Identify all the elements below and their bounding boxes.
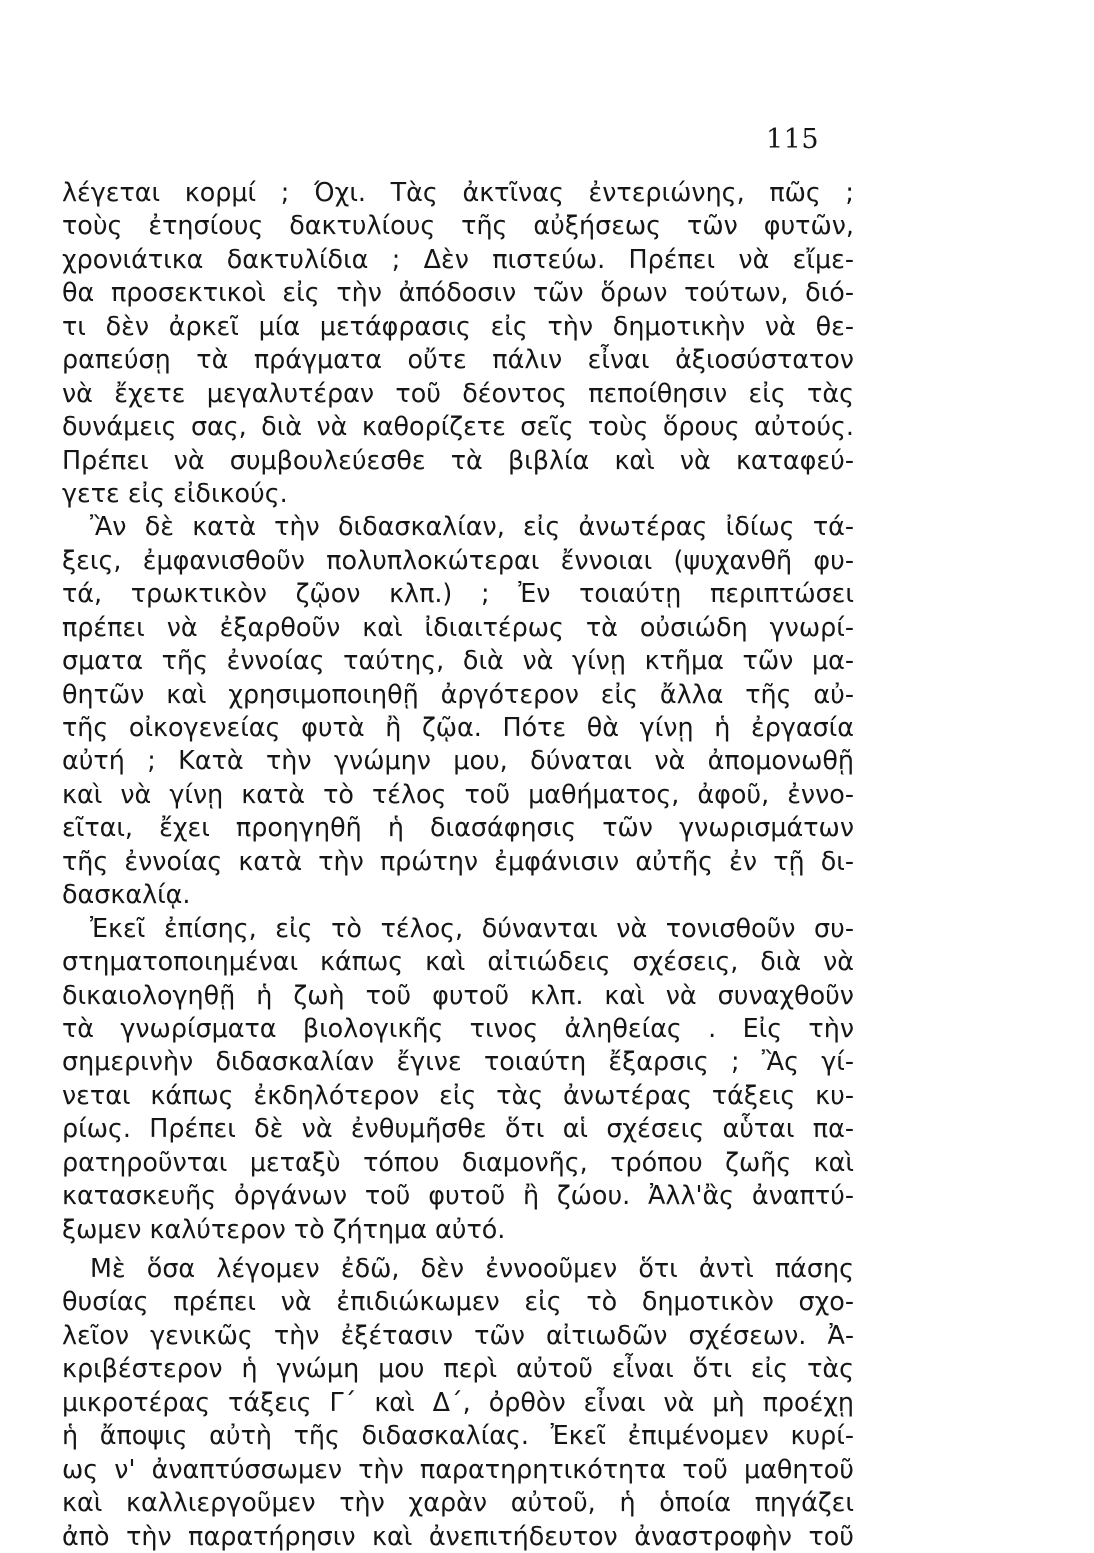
text-line: κριβέστερον ἡ γνώμη μου περὶ αὐτοῦ εἶναι ὅτι εἰς τὰς: [62, 1353, 854, 1384]
text-line: σημερινὴν διδασκαλίαν ἔγινε τοιαύτη ἔξαρσις ; Ἂς γί-: [62, 1046, 854, 1077]
text-line: Μὲ ὅσα λέγομεν ἐδῶ, δὲν ἐννοοῦμεν ὅτι ἀντὶ πάσης: [90, 1253, 854, 1283]
text-line: τοὺς ἐτησίους δακτυλίους τῆς αὐξήσεως τῶν φυτῶν,: [62, 210, 854, 241]
text-line: εῖται, ἔχει προηγηθῆ ἡ διασάφησις τῶν γνωρισμάτων: [62, 812, 854, 843]
body-text: [62, 176, 854, 1553]
text-line: κατασκευῆς ὀργάνων τοῦ φυτοῦ ἢ ζώου. Ἀλλ'ἂς ἀναπτύ-: [62, 1180, 854, 1211]
text-line: ρίως. Πρέπει δὲ νὰ ἐνθυμῆσθε ὅτι αἱ σχέσεις αὗται πα-: [62, 1113, 854, 1144]
text-line: καὶ καλλιεργοῦμεν τὴν χαρὰν αὐτοῦ, ἡ ὁποία πηγάζει: [62, 1487, 854, 1518]
text-line: λεῖον γενικῶς τὴν ἐξέτασιν τῶν αἰτιωδῶν σχέσεων. Ἀ-: [62, 1319, 854, 1350]
text-line: ἡ ἄποψις αὐτὴ τῆς διδασκαλίας. Ἐκεῖ ἐπιμένομεν κυρί-: [62, 1420, 854, 1451]
text-line: ρατηροῦνται μεταξὺ τόπου διαμονῆς, τρόπου ζωῆς καὶ: [62, 1146, 854, 1177]
text-line: ξεις, ἐμφανισθοῦν πολυπλοκώτεραι ἔννοιαι (ψυχανθῆ φυ-: [62, 544, 854, 575]
text-line: ως ν' ἀναπτύσσωμεν τὴν παρατηρητικότητα τοῦ μαθητοῦ: [62, 1453, 854, 1484]
text-line: Ἂν δὲ κατὰ τὴν διδασκαλίαν, εἰς ἀνωτέρας ἰδίως τά-: [90, 511, 854, 542]
text-line: τά, τρωκτικὸν ζῷον κλπ.) ; Ἐν τοιαύτῃ περιπτώσει: [62, 578, 854, 609]
text-line: αὐτή ; Κατὰ τὴν γνώμην μου, δύναται νὰ ἀπομονωθῇ: [62, 745, 854, 776]
text-line: στηματοποιημέναι κάπως καὶ αἰτιώδεις σχέσεις, διὰ νὰ: [62, 946, 854, 977]
text-line: νεται κάπως ἐκδηλότερον εἰς τὰς ἀνωτέρας τάξεις κυ-: [62, 1079, 854, 1110]
text-line: θα προσεκτικοὶ εἰς τὴν ἀπόδοσιν τῶν ὅρων τούτων, διό-: [62, 277, 854, 308]
text-line: πρέπει νὰ ἐξαρθοῦν καὶ ἰδιαιτέρως τὰ οὐσιώδη γνωρί-: [62, 611, 854, 642]
text-line: ξωμεν καλύτερον τὸ ζήτημα αὐτό.: [62, 1213, 506, 1244]
text-line: σματα τῆς ἐννοίας ταύτης, διὰ νὰ γίνῃ κτῆμα τῶν μα-: [62, 645, 854, 676]
page-number: 115: [766, 124, 820, 155]
text-line: δυνάμεις σας, διὰ νὰ καθορίζετε σεῖς τοὺς ὅρους αὐτούς.: [62, 411, 854, 442]
text-line: τὰ γνωρίσματα βιολογικῆς τινος ἀληθείας . Εἰς τὴν: [62, 1012, 854, 1043]
text-line: γετε εἰς εἰδικούς.: [62, 477, 288, 508]
text-line: Ἐκεῖ ἐπίσης, εἰς τὸ τέλος, δύνανται νὰ τονισθοῦν συ-: [90, 912, 854, 943]
text-line: δικαιολογηθῇ ἡ ζωὴ τοῦ φυτοῦ κλπ. καὶ νὰ συναχθοῦν: [62, 979, 854, 1010]
text-line: θυσίας πρέπει νὰ ἐπιδιώκωμεν εἰς τὸ δημοτικὸν σχο-: [62, 1286, 854, 1317]
text-line: καὶ νὰ γίνῃ κατὰ τὸ τέλος τοῦ μαθήματος, ἀφοῦ, ἐννο-: [62, 778, 854, 809]
text-line: θητῶν καὶ χρησιμοποιηθῇ ἀργότερον εἰς ἄλλα τῆς αὐ-: [62, 678, 854, 709]
text-line: τῆς ἐννοίας κατὰ τὴν πρώτην ἐμφάνισιν αὐτῆς ἐν τῇ δι-: [62, 845, 854, 876]
text-line: ραπεύσῃ τὰ πράγματα οὔτε πάλιν εἶναι ἀξιοσύστατον: [62, 344, 854, 375]
text-line: λέγεται κορμί ; Όχι. Τὰς ἀκτῖνας ἐντεριώνης, πῶς ;: [62, 177, 854, 207]
text-line: δασκαλίᾳ.: [62, 879, 191, 910]
text-line: ἀπὸ τὴν παρατήρησιν καὶ ἀνεπιτήδευτον ἀναστροφὴν τοῦ: [62, 1520, 854, 1551]
text-line: μικροτέρας τάξεις Γ΄ καὶ Δ΄, ὀρθὸν εἶναι νὰ μὴ προέχῃ: [62, 1386, 854, 1417]
text-line: Πρέπει νὰ συμβουλεύεσθε τὰ βιβλία καὶ νὰ καταφεύ-: [62, 444, 854, 475]
text-line: τῆς οἰκογενείας φυτὰ ἢ ζῷα. Πότε θὰ γίνῃ ἡ ἐργασία: [62, 712, 854, 742]
text-line: χρονιάτικα δακτυλίδια ; Δὲν πιστεύω. Πρέπει νὰ εἴμε-: [62, 243, 854, 274]
text-line: νὰ ἔχετε μεγαλυτέραν τοῦ δέοντος πεποίθησιν εἰς τὰς: [62, 377, 854, 408]
text-line: τι δὲν ἀρκεῖ μία μετάφρασις εἰς τὴν δημοτικὴν νὰ θε-: [62, 310, 854, 341]
